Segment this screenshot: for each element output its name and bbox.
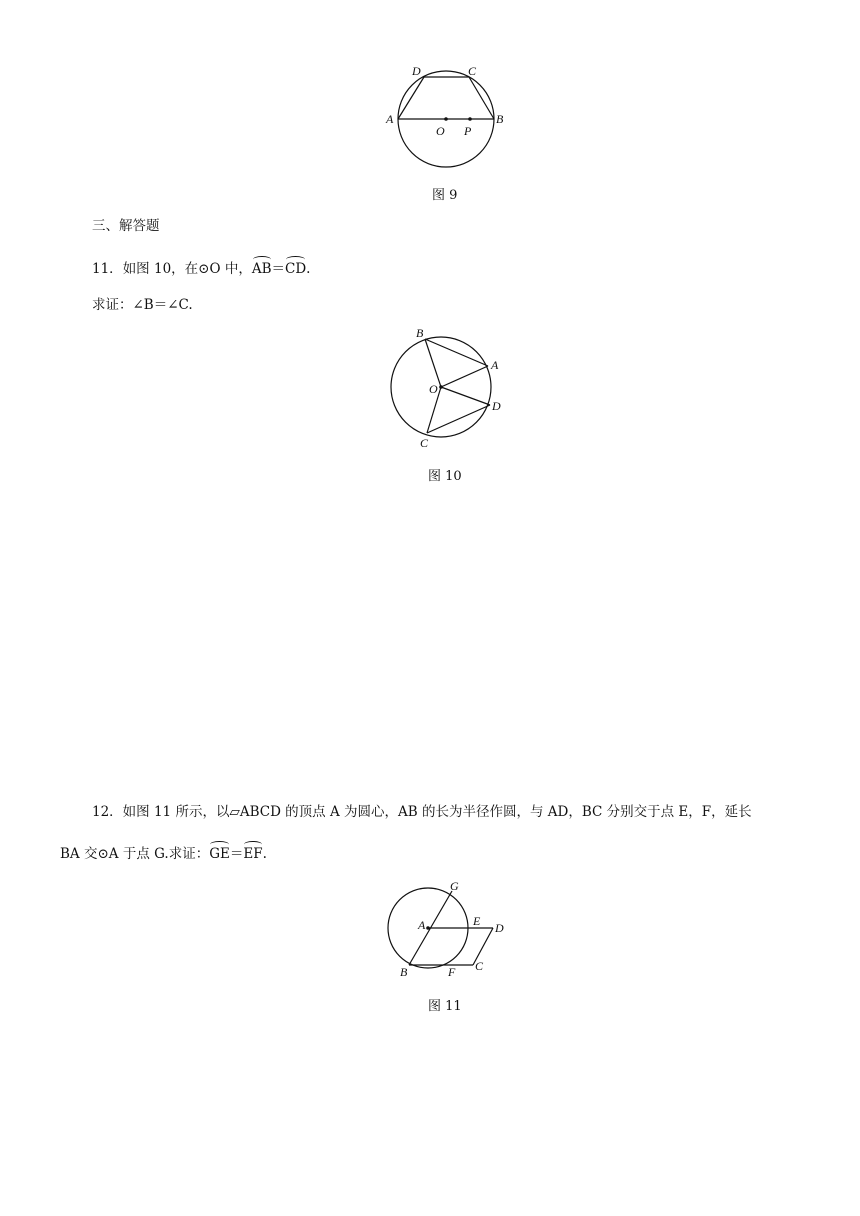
figure-11-caption: 图 11	[428, 999, 462, 1014]
section-heading: 三、解答题	[92, 218, 160, 234]
fig11-label-e: E	[473, 914, 481, 928]
fig11-label-f: F	[448, 965, 456, 979]
figure-9	[380, 60, 510, 175]
equals-sign: ＝	[229, 846, 244, 862]
arc-ge: GE	[209, 846, 230, 862]
arc-ab: AB	[251, 261, 272, 277]
period: .	[306, 261, 311, 277]
arc-cd: CD	[285, 261, 307, 277]
fig9-label-b: B	[496, 112, 504, 126]
question-12-line-1: 12．如图 11 所示，以▱ABCD 的顶点 A 为圆心，AB 的长为半径作圆，与 AD，BC 分别交于点 E，F，延长	[92, 804, 752, 820]
fig10-label-o: O	[429, 382, 438, 396]
figure-10-diagram	[380, 323, 510, 453]
fig10-label-c: C	[420, 436, 429, 450]
fig10-label-a: A	[491, 358, 499, 372]
fig9-label-c: C	[468, 64, 477, 78]
fig9-label-p: P	[464, 124, 472, 138]
figure-9-diagram	[380, 60, 510, 175]
figure-10-caption: 图 10	[428, 469, 462, 484]
question-11-prove: 求证：∠B＝∠C.	[92, 297, 193, 313]
figure-10	[380, 323, 510, 453]
fig10-label-d: D	[492, 399, 501, 413]
fig9-label-o: O	[436, 124, 445, 138]
fig11-label-a: A	[418, 918, 426, 932]
fig11-label-d: D	[495, 921, 504, 935]
period: .	[262, 846, 267, 862]
figure-11	[380, 878, 515, 978]
fig9-label-a: A	[386, 112, 394, 126]
question-11-number: 11．	[92, 261, 123, 277]
fig11-label-g: G	[450, 879, 459, 893]
figure-11-diagram	[380, 878, 515, 978]
fig10-label-b: B	[416, 326, 424, 340]
question-12-line-2	[60, 844, 267, 864]
question-11-intro: 如图 10，在⊙O 中，	[122, 261, 252, 277]
fig11-label-b: B	[400, 965, 408, 979]
question-11-statement	[92, 259, 310, 279]
arc-ef: EF	[243, 846, 263, 862]
figure-9-caption: 图 9	[432, 188, 458, 203]
equals-sign: ＝	[271, 261, 285, 277]
fig9-label-d: D	[412, 64, 421, 78]
fig11-label-c: C	[475, 959, 484, 973]
question-12-intro: BA 交⊙A 于点 G.求证：	[60, 846, 210, 862]
